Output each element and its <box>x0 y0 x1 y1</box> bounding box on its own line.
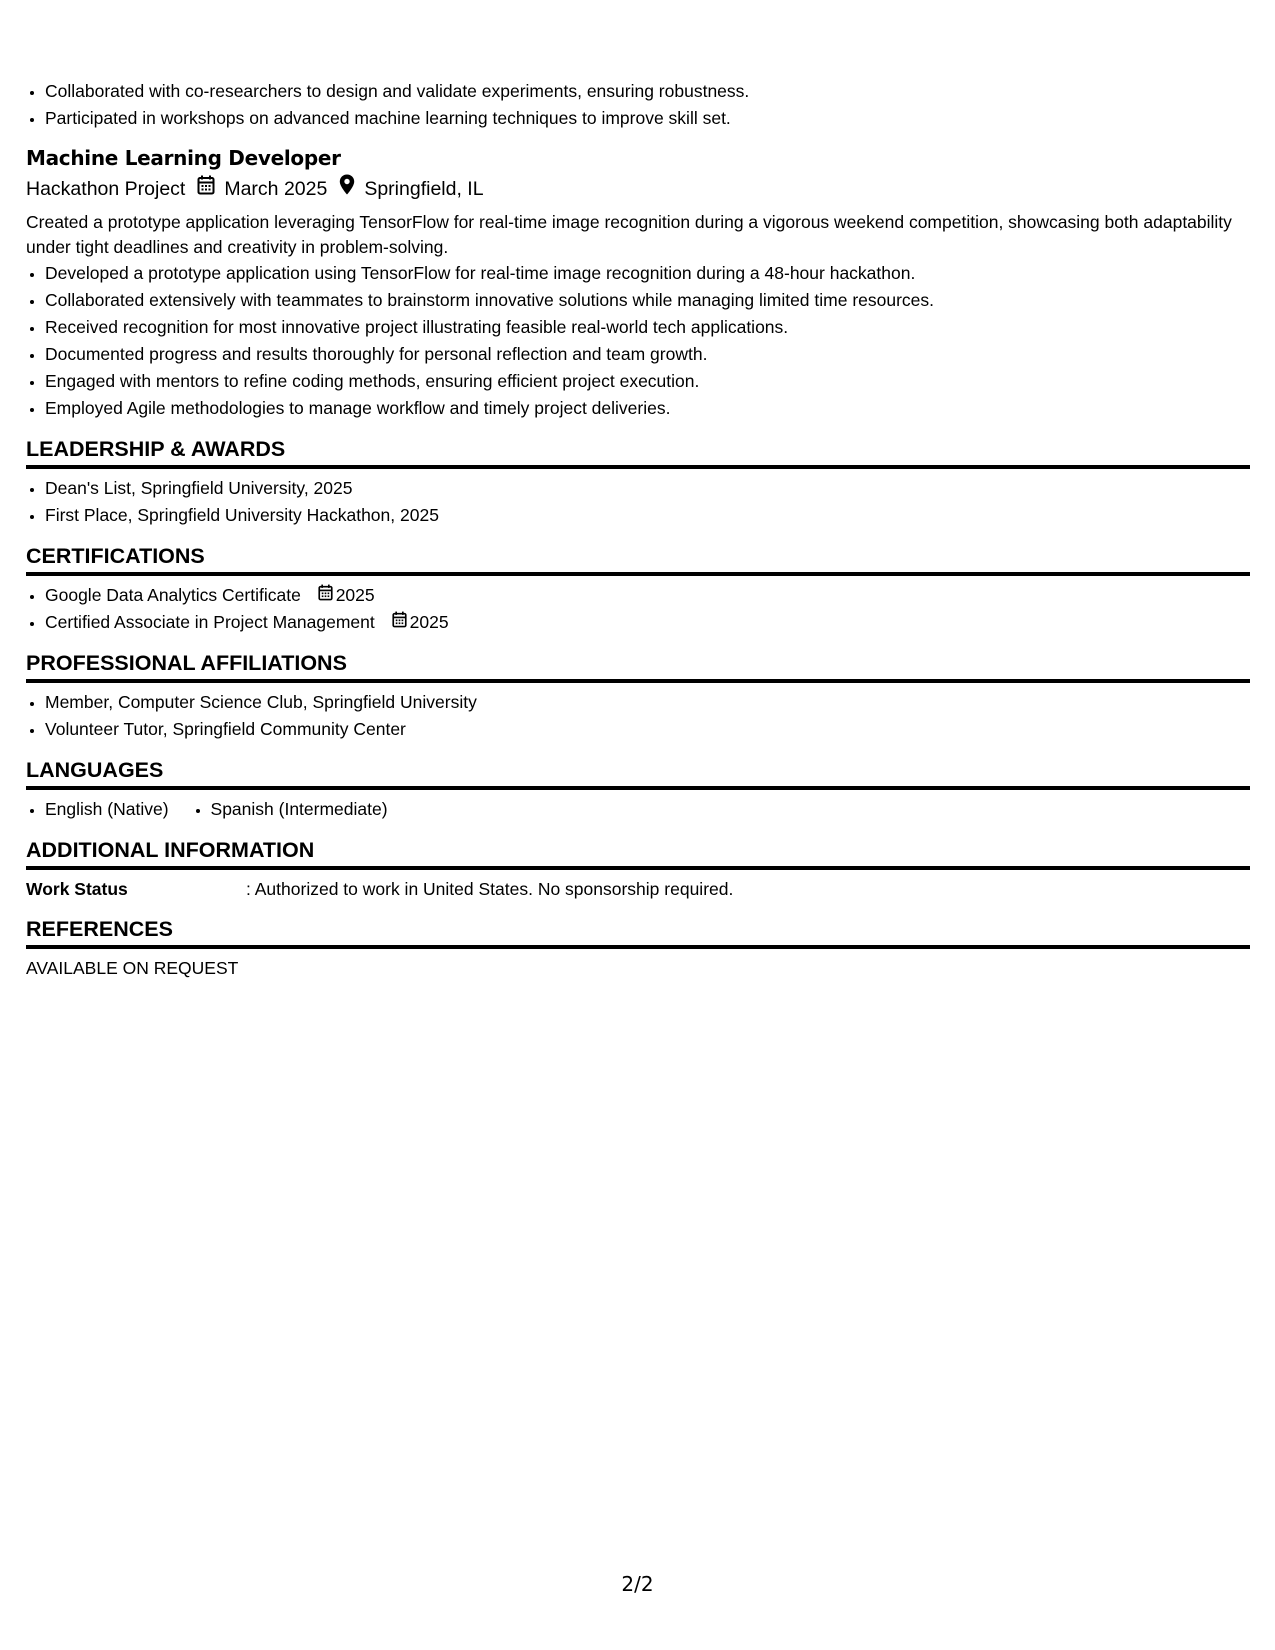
list-item: • First Place, Springfield University Hackathon, 2025 <box>45 502 1250 529</box>
section-heading: PROFESSIONAL AFFILIATIONS <box>26 648 1250 683</box>
list-item: • Engaged with mentors to refine coding methods, ensuring efficient project execution. <box>45 368 1250 395</box>
calendar-icon <box>318 582 336 609</box>
list-item: • Collaborated with co-researchers to design and validate experiments, ensuring robustness. <box>45 78 1250 105</box>
job-description: Created a prototype application leveraging TensorFlow for real-time image recognition during a vigorous weekend competition, showcasing both adaptability under tight deadlines and creativity in problem-solving. <box>26 212 1232 257</box>
list-item: • English (Native) <box>45 796 169 823</box>
list-item: • Developed a prototype application using TensorFlow for real-time image recognition during a 48-hour hackathon. <box>45 260 1250 287</box>
list-item: • Dean's List, Springfield University, 2025 <box>45 475 1250 502</box>
certification-name: Certified Associate in Project Management <box>45 612 375 632</box>
job-entry <box>26 144 1250 422</box>
certification-name: Google Data Analytics Certificate <box>45 585 301 605</box>
references-text: AVAILABLE ON REQUEST <box>26 958 239 978</box>
calendar-icon <box>392 609 410 636</box>
languages-list <box>26 796 1250 823</box>
certification-date <box>392 609 449 636</box>
list-item <box>45 609 1250 636</box>
resume-page <box>26 78 1250 981</box>
page-number: 2/2 <box>621 1572 654 1596</box>
list-item: • Employed Agile methodologies to manage workflow and timely project deliveries. <box>45 395 1250 422</box>
map-pin-icon <box>339 174 355 204</box>
list-item: • Documented progress and results thoroughly for personal reflection and team growth. <box>45 341 1250 368</box>
job-bullets <box>26 260 1250 422</box>
list-item: • Spanish (Intermediate) <box>211 796 388 823</box>
list-item <box>45 582 1250 609</box>
section-heading: LEADERSHIP & AWARDS <box>26 434 1250 469</box>
section-professional-affiliations <box>26 648 1250 743</box>
section-references <box>26 914 1250 981</box>
section-heading: ADDITIONAL INFORMATION <box>26 835 1250 870</box>
certification-year: 2025 <box>409 612 449 632</box>
work-status-row <box>26 876 1250 902</box>
experience-bullets-previous <box>26 78 1250 132</box>
list-item: • Collaborated extensively with teammates to brainstorm innovative solutions while managing limited time resources. <box>45 287 1250 314</box>
job-date: March 2025 <box>224 178 328 200</box>
list-item: • Volunteer Tutor, Springfield Community Center <box>45 716 1250 743</box>
section-languages <box>26 755 1250 823</box>
calendar-icon <box>197 174 215 204</box>
job-title: Machine Learning Developer <box>26 146 341 170</box>
affiliations-list <box>26 689 1250 743</box>
work-status-label: Work Status <box>26 879 128 899</box>
certification-date <box>318 582 375 609</box>
certifications-list <box>26 582 1250 636</box>
job-meta <box>26 174 1250 204</box>
job-location: Springfield, IL <box>364 178 484 200</box>
section-certifications <box>26 541 1250 636</box>
section-heading: REFERENCES <box>26 914 1250 949</box>
job-organization: Hackathon Project <box>26 178 186 200</box>
section-heading: CERTIFICATIONS <box>26 541 1250 576</box>
list-item: • Participated in workshops on advanced machine learning techniques to improve skill set. <box>45 105 1250 132</box>
leadership-list <box>26 475 1250 529</box>
work-status-value: : Authorized to work in United States. No sponsorship required. <box>246 879 734 899</box>
certification-year: 2025 <box>335 585 375 605</box>
list-item: • Member, Computer Science Club, Springfield University <box>45 689 1250 716</box>
section-leadership-awards <box>26 434 1250 529</box>
list-item: • Received recognition for most innovative project illustrating feasible real-world tech applications. <box>45 314 1250 341</box>
section-heading: LANGUAGES <box>26 755 1250 790</box>
section-additional-information <box>26 835 1250 902</box>
